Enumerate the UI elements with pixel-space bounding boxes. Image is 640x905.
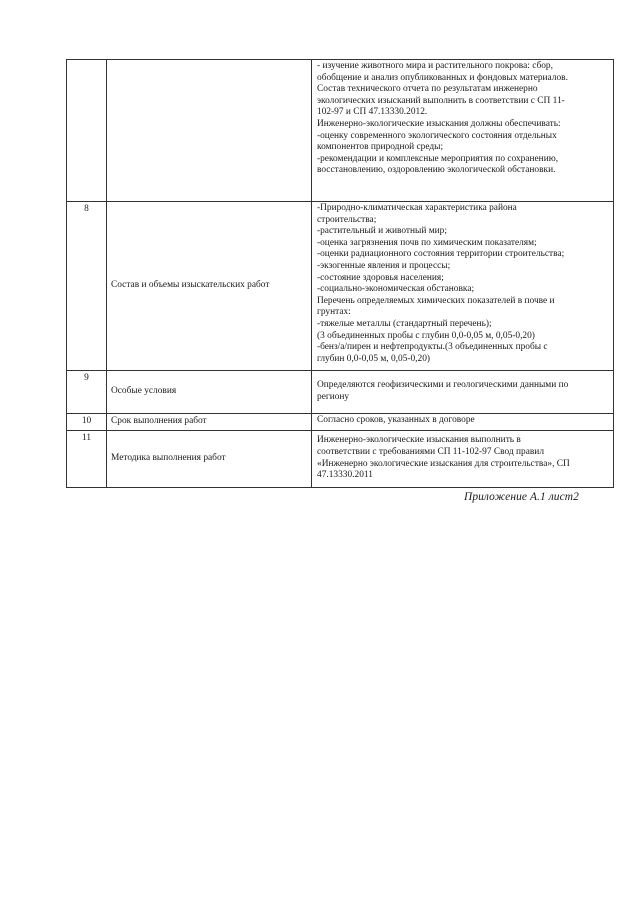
- text-line: -оценка загрязнения почв по химическим показателям;: [317, 237, 537, 248]
- text-line: -социально-экономическая обстановка;: [317, 284, 475, 295]
- text-line: обобщение и анализ опубликованных и фондовых материалов.: [317, 72, 568, 83]
- row-name: Срок выполнения работ: [107, 414, 312, 431]
- row-number: 9: [67, 371, 107, 414]
- row-name: Методика выполнения работ: [107, 431, 312, 488]
- text-line: - изучение животного мира и растительного покрова: сбор,: [317, 61, 553, 71]
- text-line: Состав технического отчета по результатам инженерно: [317, 84, 538, 95]
- text-line: -растительный и животный мир;: [317, 226, 447, 237]
- row-number: 8: [67, 202, 107, 371]
- text-line: (3 объединенных пробы с глубин 0,0-0,05 м, 0,05-0,20): [317, 330, 535, 341]
- requirements-table: [66, 59, 614, 488]
- text-line: соответствии с требованиями СП 11-102-97 Свод правил: [317, 446, 544, 457]
- appendix-label: Приложение А.1 лист2: [464, 491, 579, 503]
- row-value: [312, 371, 614, 414]
- text-line: -оценки радиационного состояния территории строительства;: [317, 249, 565, 260]
- text-line: грунтах:: [317, 307, 351, 318]
- row-name: [107, 60, 312, 202]
- table-row: [67, 371, 614, 414]
- row-name: Особые условия: [107, 371, 312, 414]
- table-row: [67, 60, 614, 202]
- text-line: -бенз/а/пирен и нефтепродукты.(3 объединенных пробы с: [317, 342, 548, 353]
- text-line: экологических изысканий выполнить в соответствии с СП 11-: [317, 95, 565, 106]
- text-line: региону: [317, 391, 350, 402]
- table-row: [67, 431, 614, 488]
- text-line: «Инженерно экологические изыскания для строительства», СП: [317, 458, 570, 469]
- row-number: 11: [67, 431, 107, 488]
- text-line: Определяются геофизическими и геологическими данными по: [317, 379, 569, 390]
- text-line: Перечень определяемых химических показателей в почве и: [317, 295, 555, 306]
- text-line: Инженерно-экологические изыскания выполнить в: [317, 435, 521, 446]
- text-line: восстановлению, оздоровлению экологической обстановки.: [317, 165, 556, 176]
- text-line: -Природно-климатическая характеристика района: [317, 203, 517, 213]
- text-line: компонентов природной среды;: [317, 142, 444, 153]
- row-value: [312, 60, 614, 202]
- row-number: 10: [67, 414, 107, 431]
- text-line: -рекомендации и комплексные мероприятия по сохранению,: [317, 153, 559, 164]
- table-row: [67, 202, 614, 371]
- row-number: [67, 60, 107, 202]
- row-value: [312, 202, 614, 371]
- text-line: Инженерно-экологические изыскания должны обеспечивать:: [317, 118, 561, 129]
- text-line: -состояние здоровья населения;: [317, 272, 444, 283]
- text-line: Согласно сроков, указанных в договоре: [317, 415, 475, 425]
- table-row: [67, 414, 614, 431]
- text-line: -оценку современного экологического состояния отдельных: [317, 130, 557, 141]
- text-line: строительства;: [317, 214, 377, 225]
- row-name: Состав и объемы изыскательских работ: [107, 202, 312, 371]
- text-line: глубин 0,0-0,05 м, 0,05-0,20): [317, 353, 431, 364]
- row-value: [312, 414, 614, 431]
- text-line: 47.13330.2011: [317, 470, 373, 481]
- row-value: [312, 431, 614, 488]
- text-line: -тяжелые металлы (стандартный перечень);: [317, 318, 492, 329]
- text-line: -экзогенные явления и процессы;: [317, 260, 451, 271]
- text-line: 102-97 и СП 47.13330.2012.: [317, 107, 428, 118]
